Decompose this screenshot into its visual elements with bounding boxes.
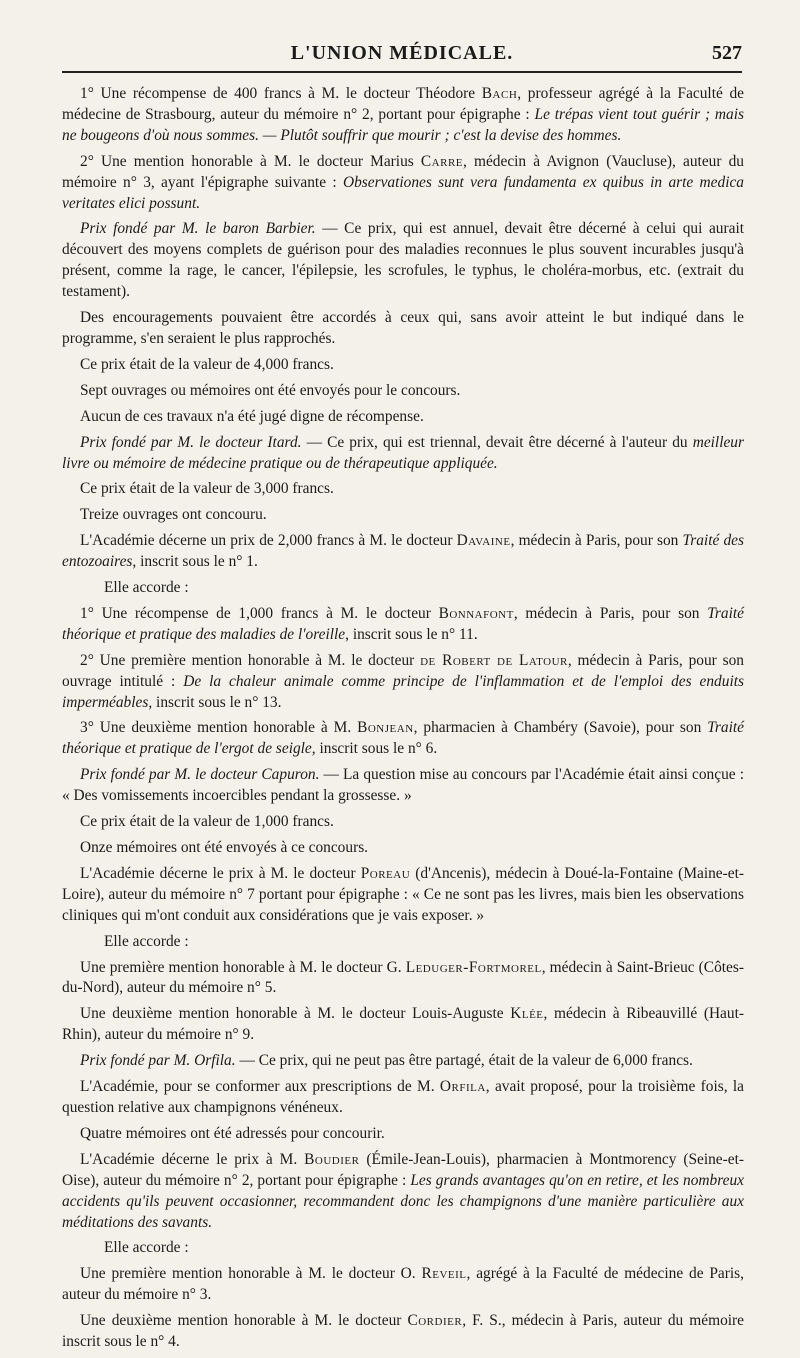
name-smallcaps: Cordier bbox=[407, 1312, 463, 1330]
text-run: Une première mention honorable à M. le docteur G. bbox=[80, 958, 406, 976]
name-smallcaps: Reveil bbox=[421, 1265, 467, 1283]
text-run: inscrit sous le n° 6. bbox=[315, 740, 438, 758]
paragraph bbox=[62, 578, 744, 599]
header-rule bbox=[62, 71, 742, 73]
paragraph bbox=[62, 812, 744, 833]
italic-text: Traité des entozoaires bbox=[62, 532, 744, 571]
text-run: Ce prix était de la valeur de 4,000 francs. bbox=[80, 355, 334, 373]
paragraph bbox=[62, 838, 744, 859]
text-run: , médecin à Ribeauvillé (Haut-Rhin), auteur du mémoire n° 9. bbox=[62, 1005, 744, 1044]
name-smallcaps: Boudier bbox=[304, 1150, 360, 1168]
italic-text: Prix fondé par M. Orfila. bbox=[80, 1052, 236, 1070]
italic-text: Les grands avantages qu'on en retire, et les nombreux accidents qu'ils peuvent occasionner, recommandent donc les champignons d'une manière particulière aux méditations des savants. bbox=[62, 1171, 744, 1231]
text-run: Ce prix était de la valeur de 1,000 francs. bbox=[80, 813, 334, 831]
paragraph bbox=[62, 1238, 744, 1259]
text-run: — La question mise au concours par l'Académie était ainsi conçue : « Des vomissements incoercibles pendant la grossesse. » bbox=[62, 766, 744, 805]
text-run: , inscrit sous le n° 11. bbox=[345, 625, 478, 643]
text-run: , médecin à Saint-Brieuc (Côtes-du-Nord), auteur du mémoire n° 5. bbox=[62, 958, 744, 997]
text-run: 3° Une deuxième mention honorable à M. bbox=[80, 719, 358, 737]
name-smallcaps: de Robert de Latour bbox=[420, 651, 568, 669]
name-smallcaps: Davaine bbox=[456, 532, 511, 550]
text-run: Aucun de ces travaux n'a été jugé digne de récompense. bbox=[80, 407, 424, 425]
paragraph bbox=[62, 958, 744, 1000]
italic-text: Observationes sunt vera fundamenta ex quibus in arte medica veritates elici possunt. bbox=[62, 173, 744, 212]
paragraph bbox=[62, 1077, 744, 1119]
text-run: — Ce prix, qui ne peut pas être partagé, était de la valeur de 6,000 francs. bbox=[235, 1052, 693, 1070]
text-run: Une deuxième mention honorable à M. le docteur bbox=[80, 1312, 408, 1330]
paragraph bbox=[62, 1004, 744, 1046]
text-run: L'Académie décerne le prix à M. le docteur bbox=[80, 864, 361, 882]
text-run: 2° Une mention honorable à M. le docteur Marius bbox=[80, 152, 421, 170]
paragraph bbox=[62, 355, 744, 376]
italic-text: Traité théorique et pratique de l'ergot de seigle, bbox=[62, 719, 744, 758]
text-run: Ce prix était de la valeur de 3,000 francs. bbox=[80, 480, 334, 498]
text-run: (Émile-Jean-Louis), pharmacien à Montmorency (Seine-et-Oise), auteur du mémoire n° 2, portant pour épigraphe : bbox=[62, 1150, 744, 1189]
text-run: — Ce prix, qui est annuel, devait être décerné à celui qui aurait découvert des moyens complets de guérison pour des maladies reconnues le plus souvent incurables jusqu'à présent, comme la rage, le cancer, l'épilepsie, les scrofules, le typhus, le choléra-morbus, etc. (extrait du testament). bbox=[62, 220, 744, 301]
italic-text: Prix fondé par M. le baron Barbier. bbox=[80, 220, 316, 238]
italic-text: Prix fondé par M. le docteur Itard. bbox=[80, 433, 302, 451]
text-run: Des encouragements pouvaient être accordés à ceux qui, sans avoir atteint le but indiqué dans le programme, s'en seraient le plus rapprochés. bbox=[62, 309, 744, 347]
running-header bbox=[62, 42, 742, 68]
text-run: 1° Une récompense de 1,000 francs à M. le docteur bbox=[80, 604, 439, 622]
paragraph bbox=[62, 1051, 744, 1072]
name-smallcaps: Bonnafont bbox=[438, 604, 514, 622]
text-run: , F. S., médecin à Paris, auteur du mémoire inscrit sous le n° 4. bbox=[62, 1312, 744, 1351]
text-run: , médecin à Avignon (Vaucluse), auteur du mémoire n° 3, ayant l'épigraphe suivante : bbox=[62, 152, 744, 191]
paragraph bbox=[62, 1124, 744, 1145]
name-smallcaps: Carre bbox=[420, 152, 464, 170]
text-run: , médecin à Paris, pour son ouvrage intitulé : bbox=[62, 651, 744, 690]
paragraph bbox=[62, 1150, 744, 1234]
text-run: , inscrit sous le n° 13. bbox=[148, 693, 282, 711]
paragraph bbox=[62, 308, 744, 350]
italic-text: meilleur livre ou mémoire de médecine pratique ou de thérapeutique appliquée. bbox=[62, 433, 744, 472]
paragraph bbox=[62, 479, 744, 500]
name-smallcaps: Orfila bbox=[439, 1078, 486, 1096]
paragraph bbox=[62, 765, 744, 807]
text-run: L'Académie, pour se conformer aux prescriptions de M. bbox=[80, 1078, 440, 1096]
text-run: L'Académie décerne un prix de 2,000 francs à M. le docteur bbox=[80, 532, 457, 550]
paragraph bbox=[62, 1311, 744, 1353]
page-number: 527 bbox=[712, 42, 742, 64]
journal-title: L'UNION MÉDICALE. bbox=[290, 42, 514, 64]
italic-text: Traité théorique et pratique des maladies de l'oreille bbox=[62, 604, 744, 643]
text-run: , pharmacien à Chambéry (Savoie), pour son bbox=[413, 719, 708, 737]
text-run: Une deuxième mention honorable à M. le docteur Louis-Auguste bbox=[80, 1005, 511, 1023]
name-smallcaps: Bach bbox=[481, 85, 518, 102]
text-run: (d'Ancenis), médecin à Doué-la-Fontaine (Maine-et-Loire), auteur du mémoire n° 7 portant pour épigraphe : « Ce ne sont pas les livres, mais bien les observations cliniques qui m'ont conduit aux considérations que je vais exposer. » bbox=[62, 864, 744, 924]
text-run: , médecin à Paris, pour son bbox=[513, 604, 708, 622]
text-run: Elle accorde : bbox=[104, 1239, 189, 1257]
paragraph bbox=[62, 433, 744, 475]
text-run: Quatre mémoires ont été adressés pour concourir. bbox=[80, 1124, 385, 1142]
text-run: , avait proposé, pour la troisième fois, la question relative aux champignons vénéneux. bbox=[62, 1078, 745, 1116]
text-run: Elle accorde : bbox=[104, 932, 189, 950]
text-run: , inscrit sous le n° 1. bbox=[132, 553, 258, 571]
body-text bbox=[62, 84, 744, 1358]
text-run: , médecin à Paris, pour son bbox=[510, 532, 683, 550]
text-run: Elle accorde : bbox=[104, 579, 189, 597]
text-run: — Ce prix, qui est triennal, devait être décerné à l'auteur du bbox=[301, 433, 693, 451]
italic-text: De la chaleur animale comme principe de l'inflammation et de l'emploi des enduits imperméables bbox=[62, 672, 744, 711]
paragraph bbox=[62, 531, 744, 573]
paragraph bbox=[62, 407, 744, 428]
paragraph bbox=[62, 381, 744, 402]
name-smallcaps: Bonjean bbox=[357, 719, 414, 737]
text-run: Une première mention honorable à M. le docteur O. bbox=[80, 1265, 422, 1283]
text-run: , professeur agrégé à la Faculté de médecine de Strasbourg, auteur du mémoire n° 2, portant pour épigraphe : bbox=[62, 85, 744, 123]
text-run: 2° Une première mention honorable à M. le docteur bbox=[80, 651, 421, 669]
paragraph bbox=[62, 505, 744, 526]
paragraph bbox=[62, 718, 744, 760]
paragraph bbox=[62, 84, 744, 147]
paragraph bbox=[62, 651, 744, 714]
italic-text: Le trépas vient tout guérir ; mais ne bougeons d'où nous sommes. — Plutôt souffrir que mourir ; c'est la devise des hommes. bbox=[62, 105, 744, 144]
paragraph bbox=[62, 152, 744, 215]
paragraph bbox=[62, 932, 744, 953]
text-run: , agrégé à la Faculté de médecine de Paris, auteur du mémoire n° 3. bbox=[62, 1265, 744, 1304]
text-run: Onze mémoires ont été envoyés à ce concours. bbox=[80, 839, 369, 856]
paragraph bbox=[62, 219, 744, 303]
text-run: Sept ouvrages ou mémoires ont été envoyés pour le concours. bbox=[80, 381, 461, 399]
paragraph bbox=[62, 864, 744, 927]
text-run: Treize ouvrages ont concouru. bbox=[80, 506, 267, 524]
name-smallcaps: Poreau bbox=[360, 864, 411, 882]
name-smallcaps: Klée bbox=[510, 1005, 544, 1023]
name-smallcaps: Leduger-Fortmorel bbox=[405, 958, 542, 976]
italic-text: Prix fondé par M. le docteur Capuron. bbox=[80, 766, 320, 784]
text-run: L'Académie décerne le prix à M. bbox=[80, 1150, 305, 1168]
text-run: 1° Une récompense de 400 francs à M. le docteur Théodore bbox=[80, 85, 482, 102]
paragraph bbox=[62, 604, 744, 646]
paragraph bbox=[62, 1264, 744, 1306]
